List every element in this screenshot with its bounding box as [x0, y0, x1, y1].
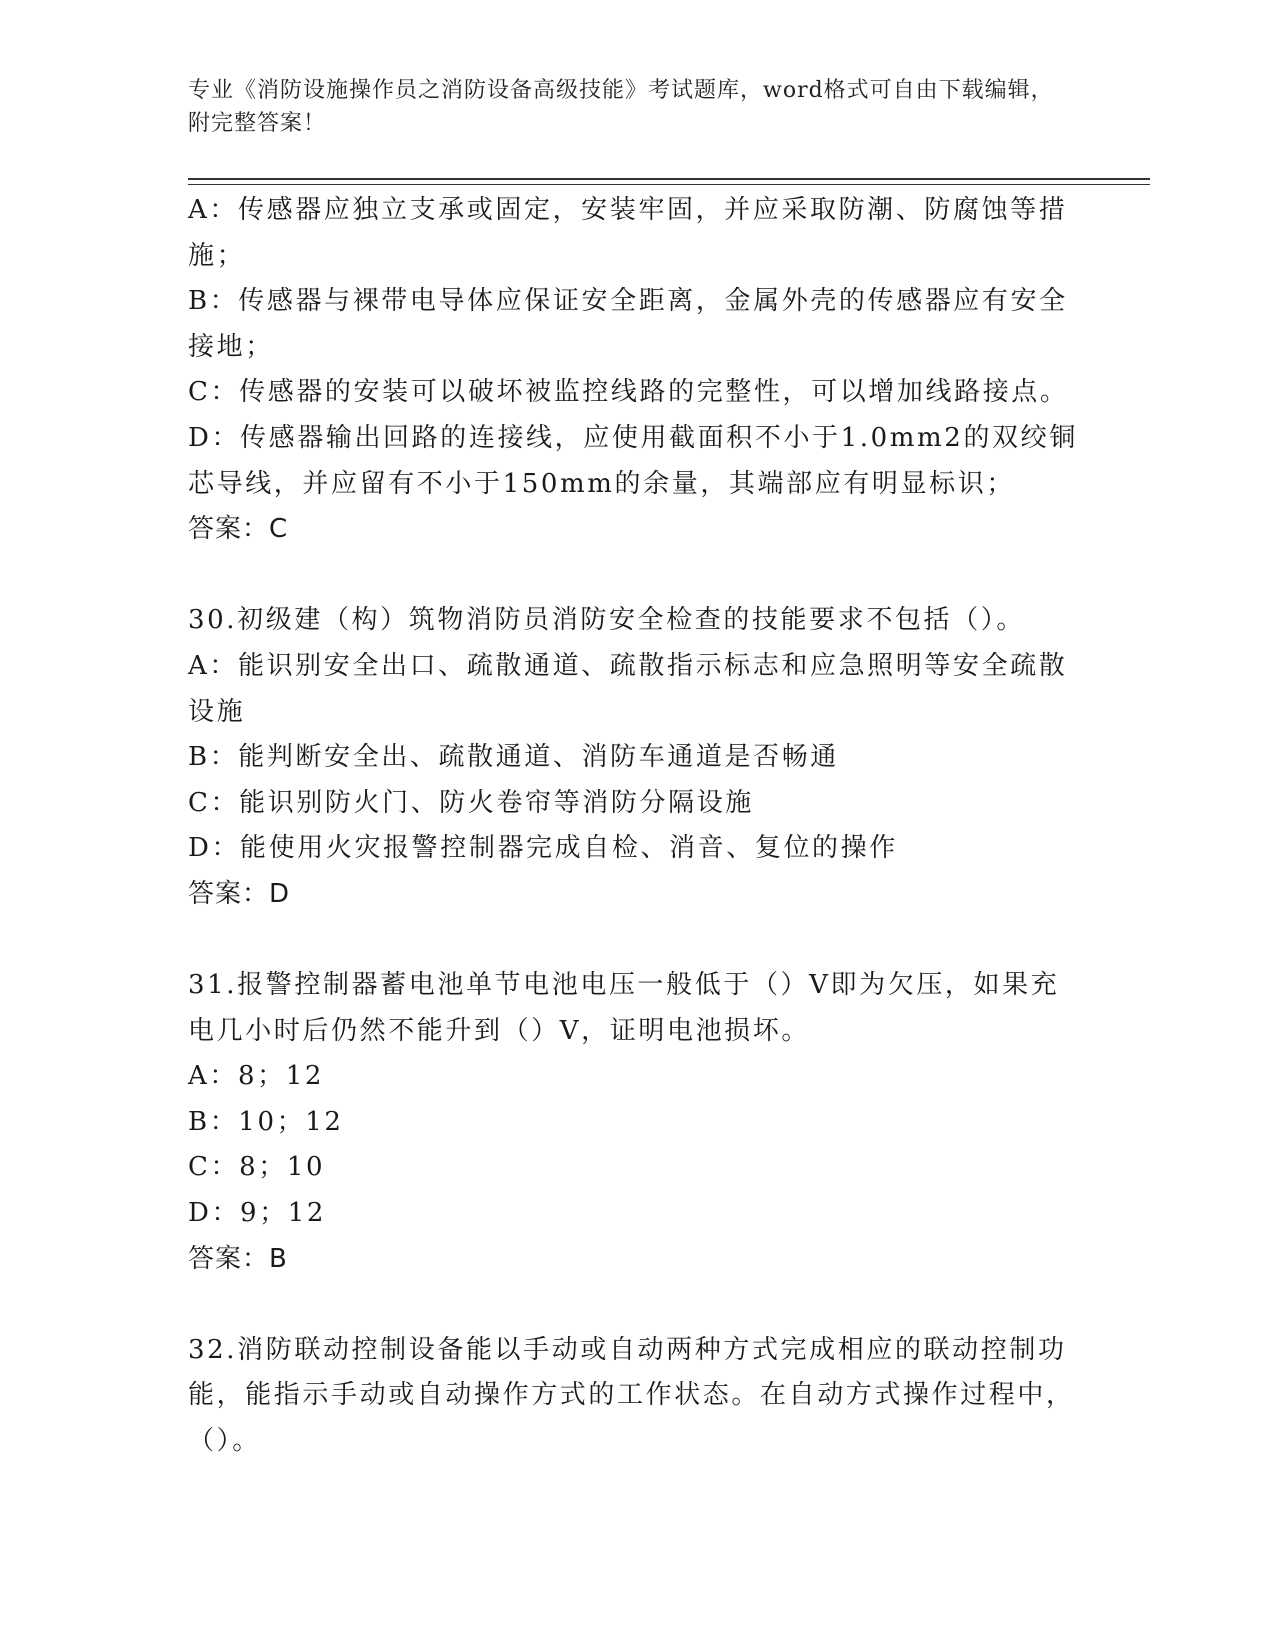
option-d: D：传感器输出回路的连接线，应使用截面积不小于1.0mm2的双绞铜芯导线，并应留有不小于150mm的余量，其端部应有明显标识； — [188, 422, 1078, 499]
option-b: B：10；12 — [188, 1106, 344, 1137]
option-b: B：能判断安全出、疏散通道、消防车通道是否畅通 — [188, 742, 839, 773]
answer: 答案：D — [188, 878, 291, 909]
option-a: A：能识别安全出口、疏散通道、疏散指示标志和应急照明等安全疏散设施 — [188, 650, 1068, 727]
page-header: 专业《消防设施操作员之消防设备高级技能》考试题库，word格式可自由下载编辑，附完整答案！ — [188, 78, 1054, 136]
spacer — [188, 553, 1078, 599]
question-stem: 31.报警控制器蓄电池单节电池电压一般低于（）V即为欠压，如果充电几小时后仍然不能升到（）V，证明电池损坏。 — [188, 970, 1060, 1046]
option-b: B：传感器与裸带电导体应保证安全距离，金属外壳的传感器应有安全接地； — [188, 286, 1068, 362]
spacer — [188, 1282, 1078, 1328]
option-a: A：8；12 — [188, 1061, 325, 1092]
question-31 — [188, 963, 1078, 1282]
answer: 答案：C — [188, 514, 289, 545]
header-divider-thick — [188, 178, 1150, 180]
answer: 答案：B — [188, 1243, 288, 1274]
option-d: D：能使用火灾报警控制器完成自检、消音、复位的操作 — [188, 833, 898, 864]
document-body — [188, 188, 1078, 1465]
question-stem: 32.消防联动控制设备能以手动或自动两种方式完成相应的联动控制功能，能指示手动或自动操作方式的工作状态。在自动方式操作过程中，（）。 — [188, 1334, 1075, 1457]
question-stem: 30.初级建（构）筑物消防员消防安全检查的技能要求不包括（）。 — [188, 605, 1025, 636]
question-30 — [188, 598, 1078, 917]
question-32 — [188, 1328, 1078, 1465]
spacer — [188, 918, 1078, 964]
header-divider-thin — [188, 184, 1150, 185]
option-c: C：8；10 — [188, 1152, 326, 1183]
option-a: A：传感器应独立支承或固定，安装牢固，并应采取防潮、防腐蚀等措施； — [188, 195, 1068, 271]
option-c: C：传感器的安装可以破坏被监控线路的完整性，可以增加线路接点。 — [188, 377, 1069, 408]
option-d: D：9；12 — [188, 1198, 327, 1229]
option-c: C：能识别防火门、防火卷帘等消防分隔设施 — [188, 787, 754, 818]
question-29-tail — [188, 188, 1078, 553]
